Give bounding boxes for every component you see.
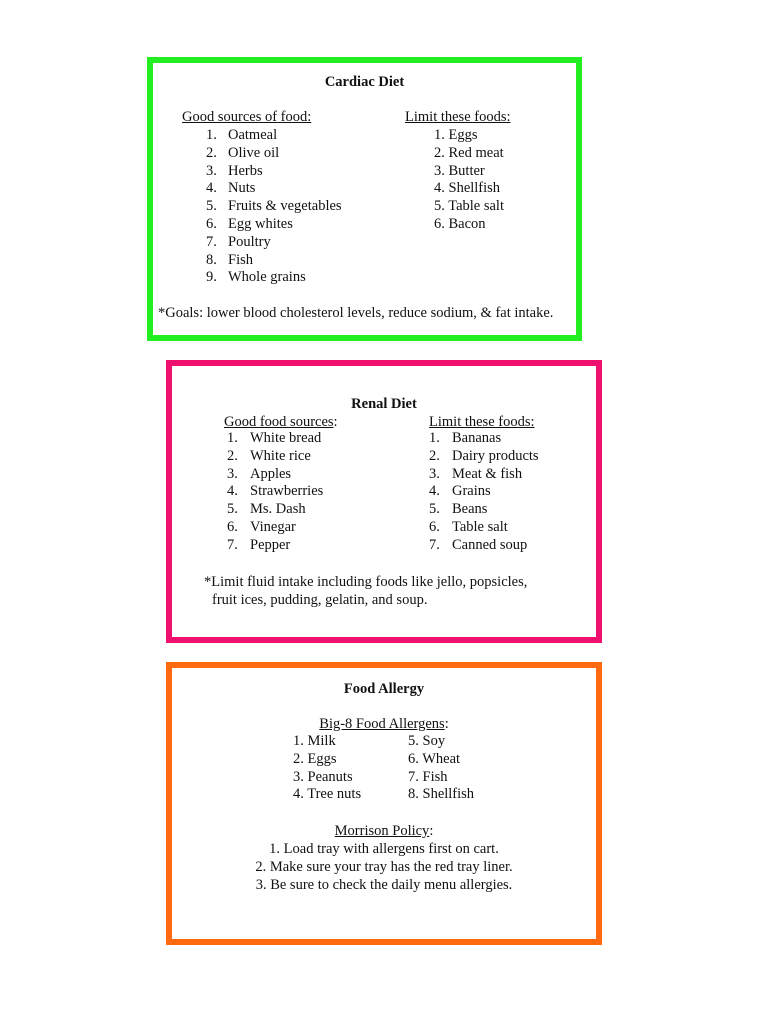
cardiac-limit-list <box>434 127 504 234</box>
list-item: 3. Butter <box>434 162 485 179</box>
list-item: 3. Peanuts <box>293 768 353 785</box>
list-item: 5. Fruits & vegetables <box>206 198 342 215</box>
list-item: 1. White bread <box>227 430 322 446</box>
list-item: 7. Poultry <box>206 233 271 250</box>
morrison-policy-header: Morrison Policy: <box>334 823 434 839</box>
cardiac-good-header: Good sources of food: <box>182 109 312 125</box>
list-item: 1. Eggs <box>434 127 478 143</box>
list-item: 1. Milk <box>293 733 336 749</box>
list-item: 6. Table salt <box>429 518 508 535</box>
big8-right-list <box>408 733 474 804</box>
list-item: 3. Apples <box>227 465 292 482</box>
list-item: 1. Bananas <box>429 430 502 446</box>
list-item: 4. Tree nuts <box>293 786 362 803</box>
list-item: 5. Soy <box>408 733 446 749</box>
policy-item: 2. Make sure your tray has the red tray liner. <box>255 859 513 875</box>
policy-item: 3. Be sure to check the daily menu allergies. <box>255 877 513 893</box>
list-item: 7. Pepper <box>227 536 291 553</box>
cardiac-title: Cardiac Diet <box>324 74 405 90</box>
list-item: 2. Dairy products <box>429 447 539 464</box>
renal-title: Renal Diet <box>351 396 417 412</box>
list-item: 8. Shellfish <box>408 786 475 803</box>
list-item: 6. Vinegar <box>227 518 296 535</box>
list-item: 5. Ms. Dash <box>227 501 306 518</box>
list-item: 4. Nuts <box>206 180 256 197</box>
policy-item: 1. Load tray with allergens first on cart. <box>269 841 499 857</box>
renal-limit-header: Limit these foods: <box>429 414 535 430</box>
renal-fluid-note-line1: *Limit fluid intake including foods like jello, popsicles, <box>204 574 528 590</box>
cardiac-limit-header: Limit these foods: <box>405 109 511 125</box>
list-item: 4. Grains <box>429 483 491 500</box>
renal-good-list <box>227 430 323 555</box>
list-item: 6. Egg whites <box>206 215 293 232</box>
list-item: 5. Beans <box>429 501 488 518</box>
list-item: 2. Red meat <box>434 144 504 161</box>
list-item: 5. Table salt <box>434 198 504 215</box>
list-item: 7. Fish <box>408 768 448 785</box>
cardiac-good-list <box>206 127 342 287</box>
list-item: 2. Olive oil <box>206 144 280 161</box>
list-item: 2. White rice <box>227 447 311 464</box>
list-item: 9. Whole grains <box>206 269 306 286</box>
list-item: 6. Bacon <box>434 215 486 232</box>
renal-good-header: Good food sources: <box>224 414 338 430</box>
list-item: 8. Fish <box>206 251 253 268</box>
allergy-title: Food Allergy <box>343 681 425 697</box>
cardiac-goals-note: *Goals: lower blood cholesterol levels, reduce sodium, & fat intake. <box>158 305 554 321</box>
list-item: 3. Meat & fish <box>429 465 523 482</box>
list-item: 6. Wheat <box>408 750 461 767</box>
renal-fluid-note-line2: fruit ices, pudding, gelatin, and soup. <box>212 592 428 608</box>
list-item: 7. Canned soup <box>429 536 528 553</box>
list-item: 1. Oatmeal <box>206 127 278 143</box>
list-item: 3. Herbs <box>206 162 263 179</box>
renal-limit-list <box>429 430 539 555</box>
food-allergy-box <box>166 662 602 945</box>
big8-left-list <box>293 733 361 804</box>
list-item: 4. Strawberries <box>227 483 324 500</box>
big8-header: Big-8 Food Allergens: <box>319 716 449 732</box>
list-item: 4. Shellfish <box>434 180 501 197</box>
list-item: 2. Eggs <box>293 750 337 767</box>
